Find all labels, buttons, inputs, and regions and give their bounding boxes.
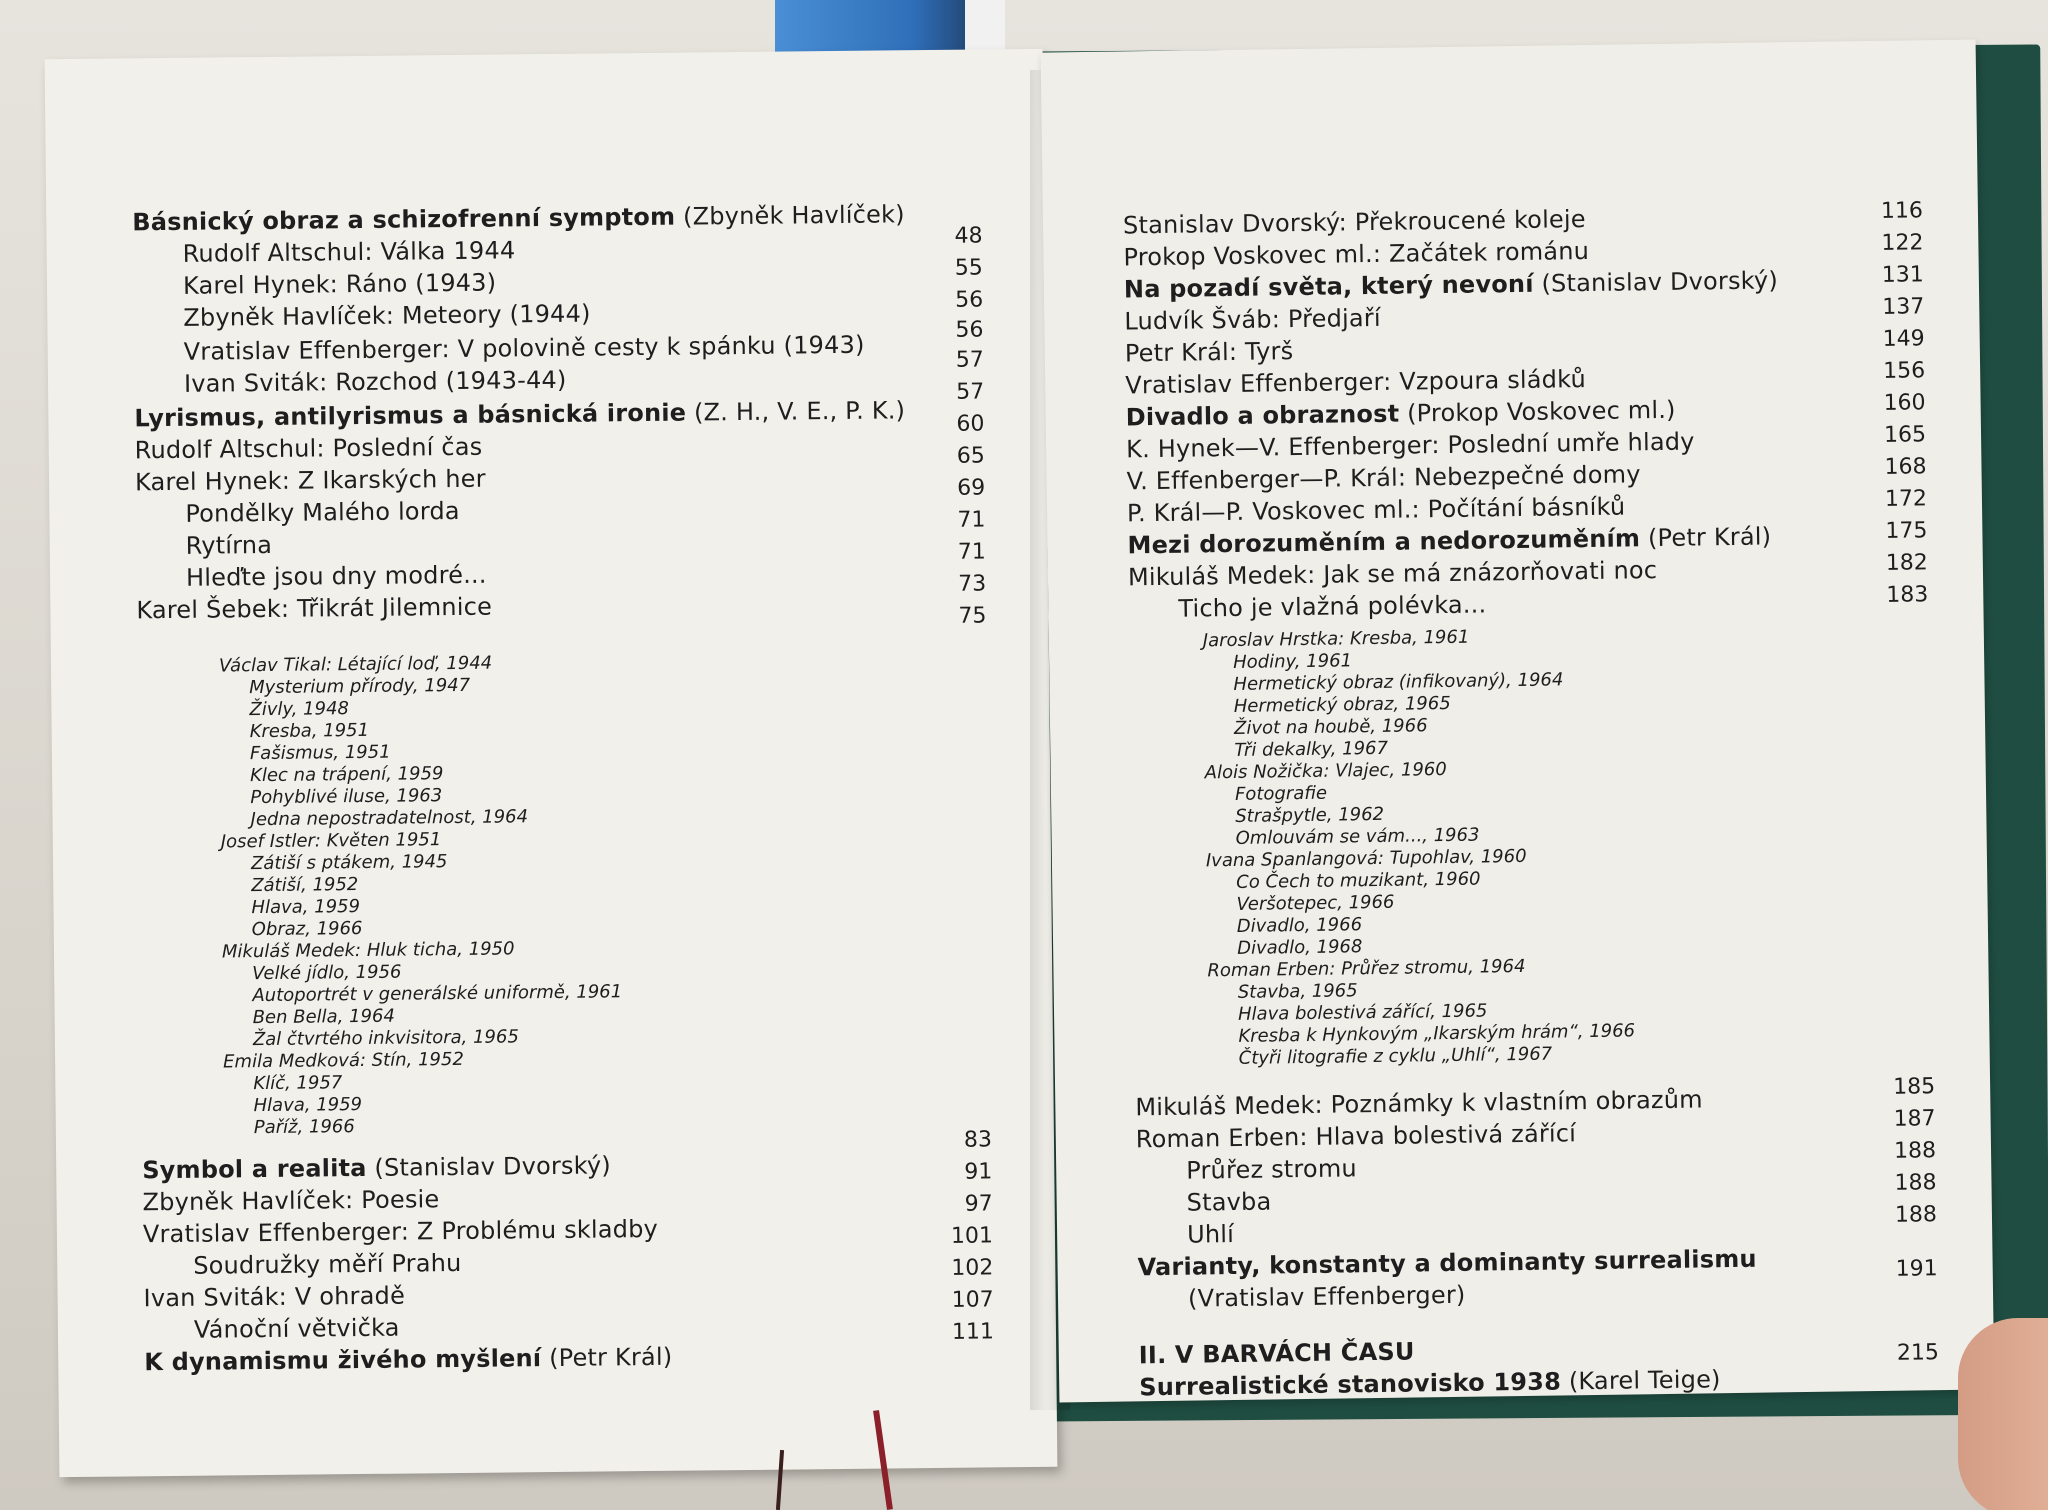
illustration-item: Divadlo, 1966	[1236, 914, 1363, 937]
illustration-item: Jedna nepostradatelnost, 1964	[250, 806, 529, 831]
illustration-item: Autoportrét v generálské uniformě, 1961	[252, 981, 623, 1007]
toc-entry	[186, 561, 487, 592]
illustration-item: Mysterium přírody, 1947	[249, 674, 471, 699]
illustration-item: Ben Bella, 1964	[252, 1005, 396, 1029]
illustration-item: Strašpytle, 1962	[1235, 803, 1385, 827]
illustration-item: Josef Istler: Květen 1951	[220, 829, 442, 853]
entry-title: Zbyněk Havlíček: Poesie	[142, 1185, 440, 1217]
toc-entry	[135, 465, 486, 497]
page-number: 75	[958, 603, 987, 629]
page-number: 73	[958, 571, 987, 597]
page-number: 57	[956, 379, 985, 405]
illustration-item: Omlouvám se vám..., 1963	[1235, 824, 1480, 849]
entry-title: Vratislav Effenberger: V polovině cesty k spánku (1943)	[183, 330, 865, 366]
toc-entry	[1178, 590, 1486, 622]
illustration-item: Kresba k Hynkovým „Ikarským hrám“, 1966	[1238, 1020, 1636, 1047]
page-number: 56	[955, 287, 984, 313]
illustration-item: Ivana Spanlangová: Tupohlav, 1960	[1205, 845, 1527, 872]
entry-title: Pondělky Malého lorda	[185, 496, 460, 528]
section-heading	[1139, 1338, 1415, 1370]
page-number: 160	[1883, 390, 1926, 416]
entry-title: Básnický obraz a schizofrenní symptom	[132, 202, 676, 237]
entry-title: Rudolf Altschul: Poslední čas	[134, 432, 483, 465]
entry-title: Vánoční větvička	[193, 1313, 400, 1344]
page-number: 57	[955, 347, 984, 373]
page-number: 149	[1882, 326, 1925, 352]
illustration-item: Pohyblivé iluse, 1963	[250, 785, 443, 809]
page-number: 55	[954, 255, 983, 281]
entry-title: Divadlo a obraznost	[1125, 399, 1400, 432]
toc-entry	[194, 1314, 400, 1344]
entry-author: (Prokop Voskovec ml.)	[1406, 395, 1676, 428]
toc-entry	[183, 300, 591, 332]
entry-author: (Petr Král)	[548, 1342, 673, 1373]
toc-entry	[142, 1151, 611, 1184]
entry-title: II. V BARVÁCH ČASU	[1138, 1337, 1415, 1370]
entry-title: Mezi dorozuměním a nedorozuměním	[1127, 524, 1641, 560]
page-number: 65	[956, 443, 985, 469]
toc-entry	[134, 396, 905, 432]
illustration-item: Hermetický obraz, 1965	[1233, 692, 1451, 717]
toc-entry	[132, 200, 905, 236]
toc-entry	[1127, 492, 1626, 527]
entry-author: (Stanislav Dvorský)	[1541, 266, 1779, 298]
entry-title: Rytírna	[185, 530, 273, 560]
toc-entry	[1136, 1119, 1577, 1153]
page-number: 71	[957, 539, 986, 565]
page-number: 183	[1886, 582, 1929, 608]
illustration-item: Veršotepec, 1966	[1236, 891, 1395, 915]
entry-title: Varianty, konstanty a dominanty surrealismu	[1137, 1244, 1757, 1282]
entry-title: Surrealistické stanovisko 1938	[1139, 1367, 1562, 1402]
toc-entry	[1187, 1220, 1234, 1249]
entry-title: Hleďte jsou dny modré...	[185, 560, 487, 592]
illustration-item: Zátiší, 1952	[251, 874, 359, 897]
toc-entry	[1124, 266, 1778, 303]
entry-title: (Vratislav Effenberger)	[1187, 1280, 1466, 1313]
entry-title: Stanislav Dvorský: Překroucené koleje	[1122, 204, 1586, 240]
toc-entry	[185, 497, 460, 528]
page-number: 111	[951, 1319, 995, 1345]
toc-entry	[1123, 237, 1589, 271]
toc-entry	[1126, 396, 1676, 432]
page-number: 156	[1882, 358, 1926, 384]
entry-title: Vratislav Effenberger: Z Problému skladby	[142, 1214, 659, 1249]
left-page	[45, 49, 1058, 1477]
toc-entry	[1135, 1085, 1703, 1121]
entry-title: Ticho je vlažná polévka...	[1178, 590, 1487, 623]
entry-title: V. Effenberger—P. Král: Nebezpečné domy	[1126, 460, 1641, 496]
illustration-item: Roman Erben: Průřez stromu, 1964	[1207, 955, 1526, 982]
illustration-item: Hlava, 1959	[253, 1093, 363, 1117]
illustration-item: Klíč, 1957	[253, 1072, 343, 1095]
illustration-item: Zátiší s ptákem, 1945	[250, 851, 448, 875]
page-number: 191	[1895, 1256, 1938, 1282]
page-number: 107	[951, 1287, 994, 1313]
toc-entry	[183, 269, 497, 300]
entry-title: Mikuláš Medek: Poznámky k vlastním obrazům	[1135, 1085, 1703, 1122]
toc-entry	[184, 331, 865, 366]
toc-entry	[142, 1185, 439, 1216]
entry-title: P. Král—P. Voskovec ml.: Počítání básníků	[1126, 492, 1626, 528]
page-number: 97	[964, 1191, 993, 1217]
entry-title: Prokop Voskovec ml.: Začátek románu	[1123, 236, 1590, 272]
illustration-item: Hlava bolestivá zářící, 1965	[1237, 1000, 1488, 1025]
illustration-item: Fašismus, 1951	[249, 741, 391, 765]
entry-author: (Karel Teige)	[1568, 1365, 1721, 1396]
entry-title: Karel Šebek: Třikrát Jilemnice	[136, 592, 493, 625]
entry-title: Uhlí	[1186, 1220, 1235, 1249]
toc-entry	[1124, 304, 1381, 336]
entry-title: Rudolf Altschul: Válka 1944	[182, 236, 516, 268]
entry-title: Symbol a realita	[142, 1153, 367, 1185]
toc-entry	[193, 1249, 462, 1280]
illustration-item: Divadlo, 1968	[1237, 936, 1363, 959]
page-number: 188	[1894, 1202, 1938, 1228]
illustration-item: Kresba, 1951	[249, 719, 370, 743]
toc-entry	[1186, 1154, 1357, 1184]
illustration-item: Hlava, 1959	[251, 896, 361, 919]
toc-entry	[1186, 1187, 1271, 1216]
page-number: 188	[1893, 1138, 1937, 1164]
entry-author: (Petr Král)	[1647, 522, 1772, 553]
entry-title: Petr Král: Tyrš	[1124, 337, 1294, 368]
thumb	[1958, 1318, 2048, 1510]
entry-title: Mikuláš Medek: Jak se má znázorňovati noc	[1127, 556, 1658, 592]
toc-entry	[1128, 556, 1658, 591]
page-number: 69	[957, 475, 986, 501]
toc-entry	[1127, 522, 1771, 559]
page-number: 83	[963, 1127, 993, 1153]
entry-title: Roman Erben: Hlava bolestivá zářící	[1135, 1119, 1577, 1154]
illustration-item: Obraz, 1966	[251, 917, 363, 941]
right-page	[1041, 40, 1995, 1403]
entry-author: (Zbyněk Havlíček)	[682, 200, 905, 231]
illustration-item: Co Čech to muzikant, 1960	[1236, 868, 1481, 893]
entry-title: Stavba	[1186, 1187, 1272, 1217]
illustration-item: Hodiny, 1961	[1233, 650, 1353, 673]
toc-entry	[1137, 1245, 1757, 1282]
page-number: 182	[1885, 550, 1929, 576]
entry-title: Ivan Sviták: Rozchod (1943-44)	[183, 365, 567, 398]
page-number: 137	[1882, 294, 1925, 320]
toc-entry	[186, 531, 273, 560]
page-number: 101	[950, 1223, 994, 1249]
entry-title: Karel Hynek: Z Ikarských her	[134, 464, 486, 497]
page-number: 122	[1881, 230, 1924, 256]
page-number: 102	[951, 1255, 994, 1281]
toc-entry	[1125, 337, 1294, 367]
toc-entry	[1188, 1281, 1466, 1313]
toc-entry	[143, 1282, 405, 1313]
toc-entry	[144, 1343, 672, 1377]
illustration-item: Živly, 1948	[249, 698, 350, 721]
illustration-item: Stavba, 1965	[1237, 980, 1358, 1003]
page-number: 116	[1880, 198, 1924, 224]
toc-entry	[184, 366, 567, 398]
illustration-item: Velké jídlo, 1956	[252, 961, 402, 985]
illustration-item: Tři dekalky, 1967	[1234, 737, 1389, 761]
entry-title: Na pozadí světa, který nevoní	[1123, 269, 1534, 304]
illustration-item: Paříž, 1966	[253, 1116, 355, 1139]
toc-entry	[183, 236, 516, 267]
toc-entry	[143, 1215, 658, 1248]
page-number: 60	[956, 411, 985, 437]
illustration-item: Žal čtvrtého inkvisitora, 1965	[252, 1026, 519, 1051]
page-number: 48	[954, 223, 983, 249]
toc-entry	[135, 433, 483, 465]
right-toc	[1041, 40, 1995, 1403]
toc-entry	[1126, 428, 1695, 464]
illustration-item: Čtyři litografie z cyklu „Uhlí“, 1967	[1238, 1043, 1553, 1069]
illustration-item: Emila Medková: Stín, 1952	[223, 1048, 464, 1073]
page-number: 187	[1893, 1106, 1936, 1132]
entry-title: Ivan Sviták: V ohradě	[143, 1281, 406, 1313]
page-number: 185	[1892, 1074, 1936, 1100]
page-number: 71	[957, 507, 986, 533]
entry-title: Zbyněk Havlíček: Meteory (1944)	[183, 299, 591, 332]
page-number: 56	[955, 317, 984, 343]
entry-author: (Stanislav Dvorský)	[374, 1151, 612, 1182]
entry-title: K dynamismu živého myšlení	[144, 1344, 542, 1377]
entry-title: Karel Hynek: Ráno (1943)	[182, 268, 497, 300]
page-number: 172	[1884, 486, 1928, 512]
illustration-item: Václav Tikal: Létající loď, 1944	[218, 652, 493, 677]
toc-entry	[1125, 365, 1586, 399]
illustration-item: Hermetický obraz (infikovaný), 1964	[1233, 669, 1564, 695]
entry-title: K. Hynek—V. Effenberger: Poslední umře hlady	[1125, 427, 1695, 464]
toc-entry	[136, 593, 492, 625]
page-number: 175	[1885, 518, 1928, 544]
illustration-item: Mikuláš Medek: Hluk ticha, 1950	[221, 938, 515, 963]
entry-title: Lyrismus, antilyrismus a básnická ironie	[134, 398, 687, 433]
illustration-item: Alois Nožička: Vlajec, 1960	[1204, 758, 1447, 784]
toc-entry	[1126, 460, 1640, 495]
entry-title: Průřez stromu	[1186, 1154, 1358, 1185]
page-number: 91	[964, 1159, 993, 1185]
page-number: 188	[1894, 1170, 1937, 1196]
entry-author: (Z. H., V. E., P. K.)	[693, 396, 906, 427]
entry-title: Vratislav Effenberger: Vzpoura sládků	[1125, 365, 1587, 400]
illustration-item: Život na houbě, 1966	[1233, 715, 1428, 739]
toc-entry	[1123, 205, 1586, 239]
page-number: 215	[1896, 1340, 1940, 1366]
illustration-item: Klec na trápení, 1959	[250, 763, 444, 787]
entry-title: Ludvík Šváb: Předjaří	[1124, 303, 1381, 336]
page-number: 165	[1883, 422, 1927, 448]
page-number: 168	[1884, 454, 1927, 480]
illustration-item: Jaroslav Hrstka: Kresba, 1961	[1202, 626, 1470, 652]
left-toc	[45, 49, 1058, 1477]
illustration-item: Fotografie	[1234, 782, 1328, 805]
entry-title: Soudružky měří Prahu	[193, 1248, 462, 1280]
page-number: 131	[1881, 262, 1924, 288]
